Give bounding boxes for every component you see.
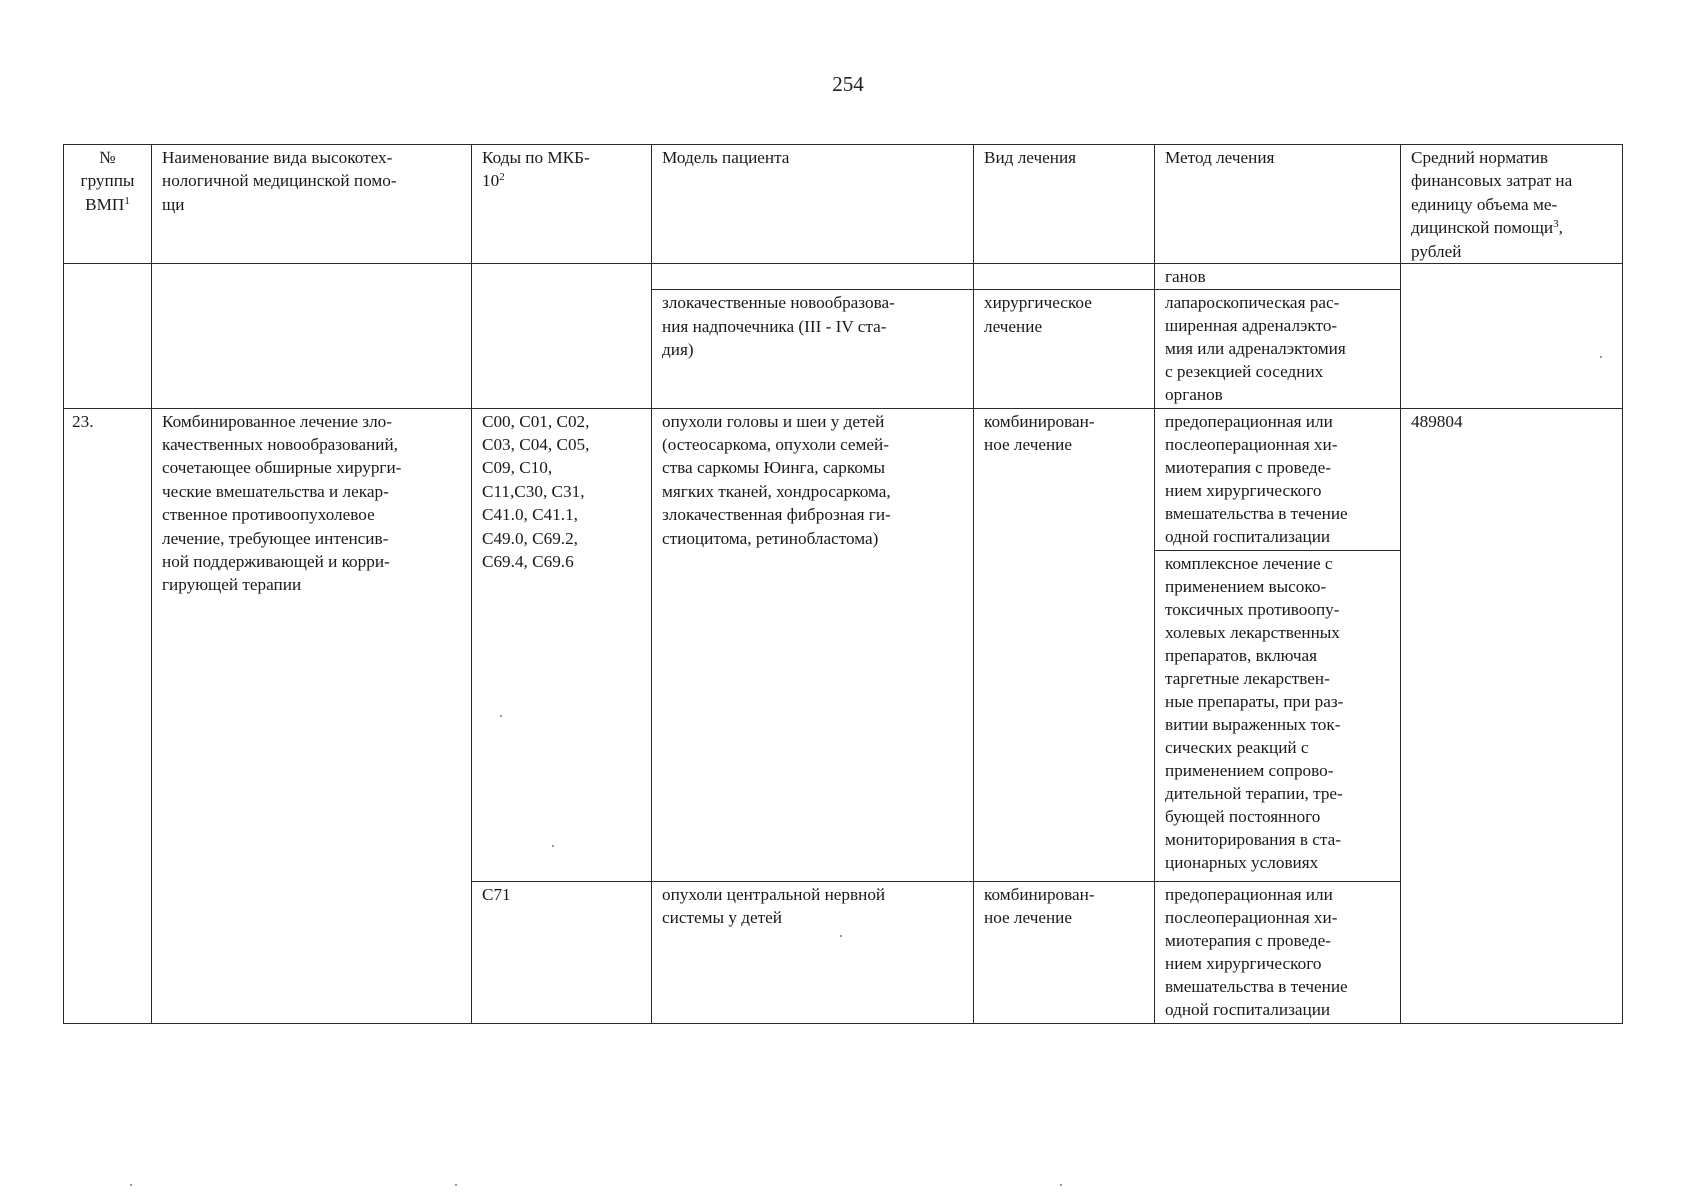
icd-codes: C71	[472, 881, 652, 1023]
header-treatment-method: Метод лечения	[1155, 145, 1401, 264]
scan-speck	[840, 935, 842, 937]
method-tail: ганов	[1155, 264, 1401, 290]
scan-speck	[130, 1184, 132, 1186]
footnote-1: 1	[124, 194, 130, 207]
header-icd-codes: Коды по МКБ- $10^2$	[472, 145, 652, 264]
footnote-2: 2	[499, 171, 505, 184]
scan-speck	[552, 845, 554, 847]
treatment-method: лапароскопическая рас- ширенная адреналэкто- мия или адреналэктомия с резекцией соседних органов	[1155, 290, 1401, 408]
header-row	[64, 145, 1623, 264]
footnote-3: 3	[1553, 218, 1559, 231]
header-patient-model: Модель пациента	[652, 145, 974, 264]
cell-empty	[152, 264, 472, 408]
treatment-method: предоперационная или послеоперационная хи- миотерапия с проведе- нием хирургического вмешательства в течение одной госпитализации	[1155, 881, 1401, 1023]
cell-empty	[652, 264, 974, 290]
patient-model: опухоли головы и шеи у детей (остеосаркома, опухоли семей- ства саркомы Юинга, саркомы мягких тканей, хондросаркома, злокачественная фиброзная ги- стиоцитома, ретинобластома)	[652, 408, 974, 881]
treatment-type: хирургическое лечение	[974, 290, 1155, 408]
treatment-type: комбинирован- ное лечение	[974, 408, 1155, 881]
cell-empty	[974, 264, 1155, 290]
header-group-number: № группы ВМП$^1$	[64, 145, 152, 264]
header-treatment-type: Вид лечения	[974, 145, 1155, 264]
header-care-type: Наименование вида высокотех- нологичной медицинской помо- щи	[152, 145, 472, 264]
care-type-name: Комбинированное лечение зло- качественных новообразований, сочетающее обширные хирурги- ческие вмешательства и лекар- ственное противоопухолевое лечение, требующее интенсив- ной поддерживающей и корри- гирующей терапии	[152, 408, 472, 1023]
treatment-type: комбинирован- ное лечение	[974, 881, 1155, 1023]
scan-speck	[1600, 356, 1602, 358]
scan-speck	[1060, 1184, 1062, 1186]
scan-speck	[500, 715, 502, 717]
table-row	[64, 264, 1623, 290]
vmp-table	[63, 144, 1623, 1024]
cell-empty	[1401, 264, 1623, 408]
scan-speck	[455, 1184, 457, 1186]
cell-empty	[64, 264, 152, 408]
treatment-method: комплексное лечение с применением высоко- токсичных противоопу- холевых лекарственных препаратов, включая таргетные лекарствен- ные препараты, при раз- витии выраженных ток- сических реакций с применением сопрово- дительной терапии, тре- бующей постоянного мониторирования в ста- ционарных условиях	[1155, 550, 1401, 881]
patient-model: злокачественные новообразова- ния надпочечника (III - IV ста- дия)	[652, 290, 974, 408]
treatment-method: предоперационная или послеоперационная хи- миотерапия с проведе- нием хирургического вмешательства в течение одной госпитализации	[1155, 408, 1401, 550]
cell-empty	[472, 264, 652, 408]
patient-model: опухоли центральной нервной системы у детей	[652, 881, 974, 1023]
cost-value: 489804	[1401, 408, 1623, 1023]
table-row	[64, 408, 1623, 550]
page-number: 254	[832, 72, 864, 96]
group-number: 23.	[64, 408, 152, 1023]
icd-codes: C00, C01, C02, C03, C04, C05, C09, C10, C11,C30, C31, C41.0, C41.1, C49.0, C69.2, C69.4, C69.6	[472, 408, 652, 881]
header-cost-norm: Средний норматив финансовых затрат на единицу объема ме- дицинской помощи$^3$, рублей	[1401, 145, 1623, 264]
